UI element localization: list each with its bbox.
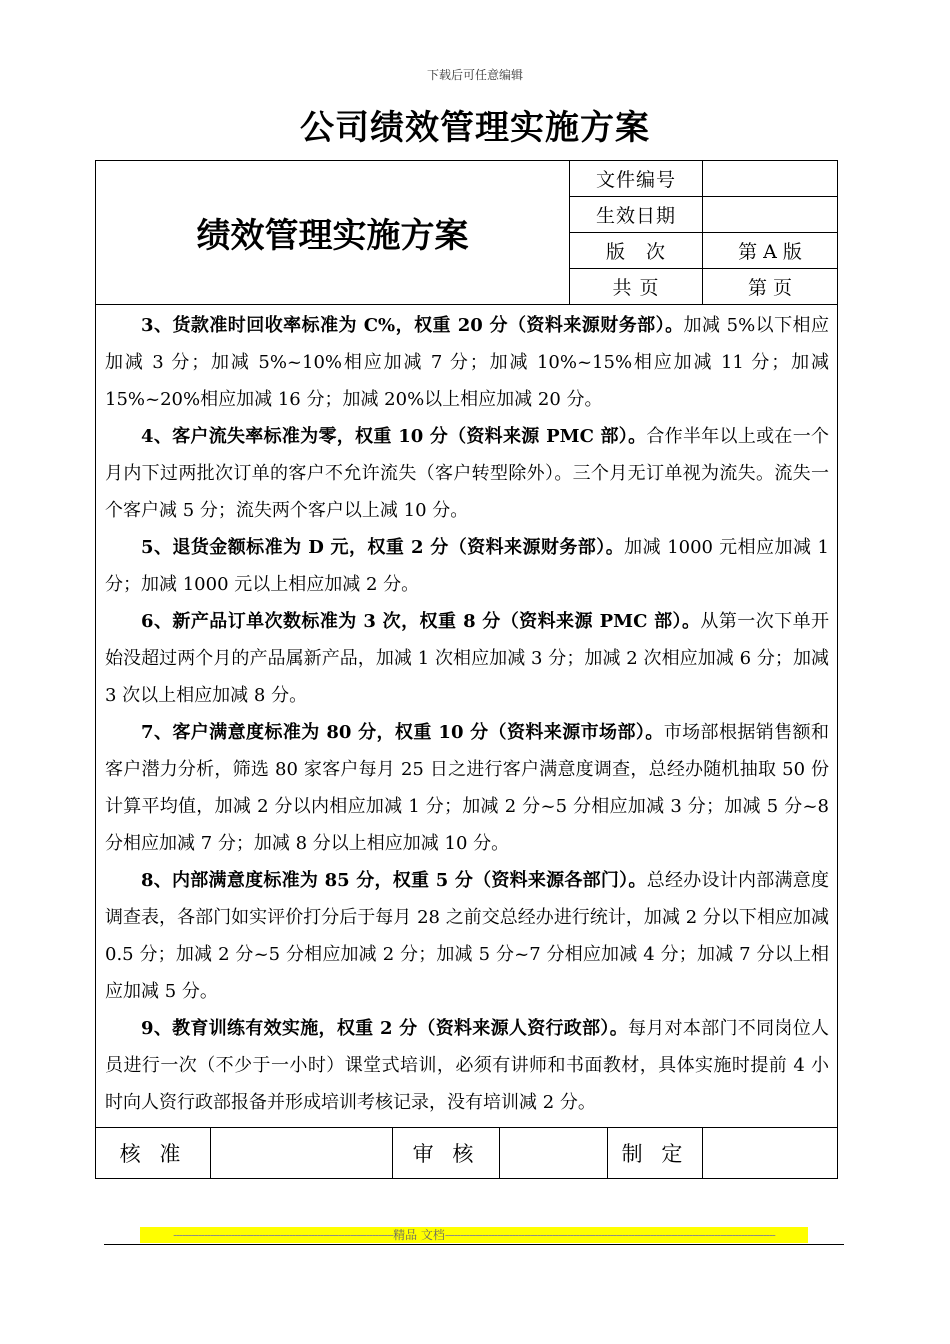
effective-date-label: 生效日期 — [570, 197, 703, 233]
paragraph-heading: 5、退货金额标准为 D 元，权重 2 分（资料来源财务部）。 — [141, 537, 625, 558]
paragraph-heading: 6、新产品订单次数标准为 3 次，权重 8 分（资料来源 PMC 部）。 — [141, 611, 701, 632]
paragraph-item-5 — [105, 529, 829, 603]
file-number-value[interactable] — [703, 161, 838, 197]
paragraph-text: 合作半年以上或在一个月内下过两批次订单的客户不允许流失（客户转型除外）。三个月无订单视为流失。流失一个客户减 5 分；流失两个客户以上减 10 分。 — [105, 426, 830, 521]
paragraph-item-8 — [105, 862, 829, 1010]
paragraph-heading: 4、客户流失率标准为零，权重 10 分（资料来源 PMC 部）。 — [141, 426, 647, 447]
review-label: 审 核 — [393, 1128, 500, 1179]
total-pages-label: 共 页 — [570, 269, 703, 305]
approve-signature-field[interactable] — [211, 1128, 393, 1179]
paragraph-item-7 — [105, 714, 829, 862]
document-title: 公司绩效管理实施方案 — [300, 108, 650, 148]
paragraph-text: 总经办设计内部满意度调查表，各部门如实评价打分后于每月 28 之前交总经办进行统计，加减 2 分以下相应加减 0.5 分；加减 2 分~5 分相应加减 2 分；加减 5 分~7 分相应加减 4 分；加减 7 分以上相应加减 5 分。 — [105, 870, 830, 1002]
version-value: 第 A 版 — [703, 233, 838, 269]
footer-highlight-band — [140, 1227, 808, 1243]
page-number-label: 第 页 — [703, 269, 838, 305]
prepare-signature-field[interactable] — [703, 1128, 838, 1179]
approve-label: 核 准 — [96, 1128, 211, 1179]
paragraph-item-9 — [105, 1010, 829, 1121]
paragraph-item-3 — [105, 307, 829, 418]
version-label: 版 次 — [570, 233, 703, 269]
review-signature-field[interactable] — [500, 1128, 608, 1179]
paragraph-text: 从第一次下单开始没超过两个月的产品属新产品，加减 1 次相应加减 3 分；加减 2 次相应加减 6 分；加减 3 次以上相应加减 8 分。 — [105, 611, 830, 706]
effective-date-value[interactable] — [703, 197, 838, 233]
paragraph-heading: 3、货款准时回收率标准为 C%，权重 20 分（资料来源财务部）。 — [141, 315, 684, 336]
paragraph-heading: 9、教育训练有效实施，权重 2 分（资料来源人资行政部）。 — [141, 1018, 628, 1039]
paragraph-text: 市场部根据销售额和客户潜力分析，筛选 80 家客户每月 25 日之进行客户满意度调查，总经办随机抽取 50 份计算平均值，加减 2 分以内相应加减 1 分；加减 2 分~5 分相应加减 3 分；加减 5 分~8 分相应加减 7 分；加减 8 分以上相应加减 10 分。 — [105, 722, 830, 854]
paragraph-item-4 — [105, 418, 829, 529]
paragraph-text: 每月对本部门不同岗位人员进行一次（不少于一小时）课堂式培训，必须有讲师和书面教材，具体实施时提前 4 小时向人资行政部报备并形成培训考核记录，没有培训减 2 分。 — [105, 1018, 830, 1113]
footer-dash-left: ------------------------------------------------------------------------ — [173, 1228, 394, 1242]
paragraph-heading: 7、客户满意度标准为 80 分，权重 10 分（资料来源市场部）。 — [141, 722, 664, 743]
paragraph-heading: 8、内部满意度标准为 85 分，权重 5 分（资料来源各部门）。 — [141, 870, 647, 891]
body-content — [96, 305, 838, 1128]
header-note: 下载后可任意编辑 — [426, 68, 523, 82]
paragraph-text: 加减 1000 元相应加减 1 分；加减 1000 元以上相应加减 2 分。 — [105, 537, 829, 595]
footer-text: 精品 文档 — [393, 1228, 445, 1242]
prepare-label: 制 定 — [608, 1128, 703, 1179]
paragraph-item-6 — [105, 603, 829, 714]
file-number-label: 文件编号 — [570, 161, 703, 197]
form-table — [95, 160, 838, 1179]
paragraph-text: 加减 5%以下相应加减 3 分；加减 5%~10%相应加减 7 分；加减 10%~15%相应加减 11 分；加减 15%~20%相应加减 16 分；加减 20%以上相应加减 20 分。 — [105, 315, 830, 410]
form-big-title: 绩效管理实施方案 — [96, 161, 570, 305]
footer-divider — [104, 1244, 844, 1245]
footer-dash-right: ------------------------------------------------------------------------------------------------------------ — [444, 1228, 775, 1242]
